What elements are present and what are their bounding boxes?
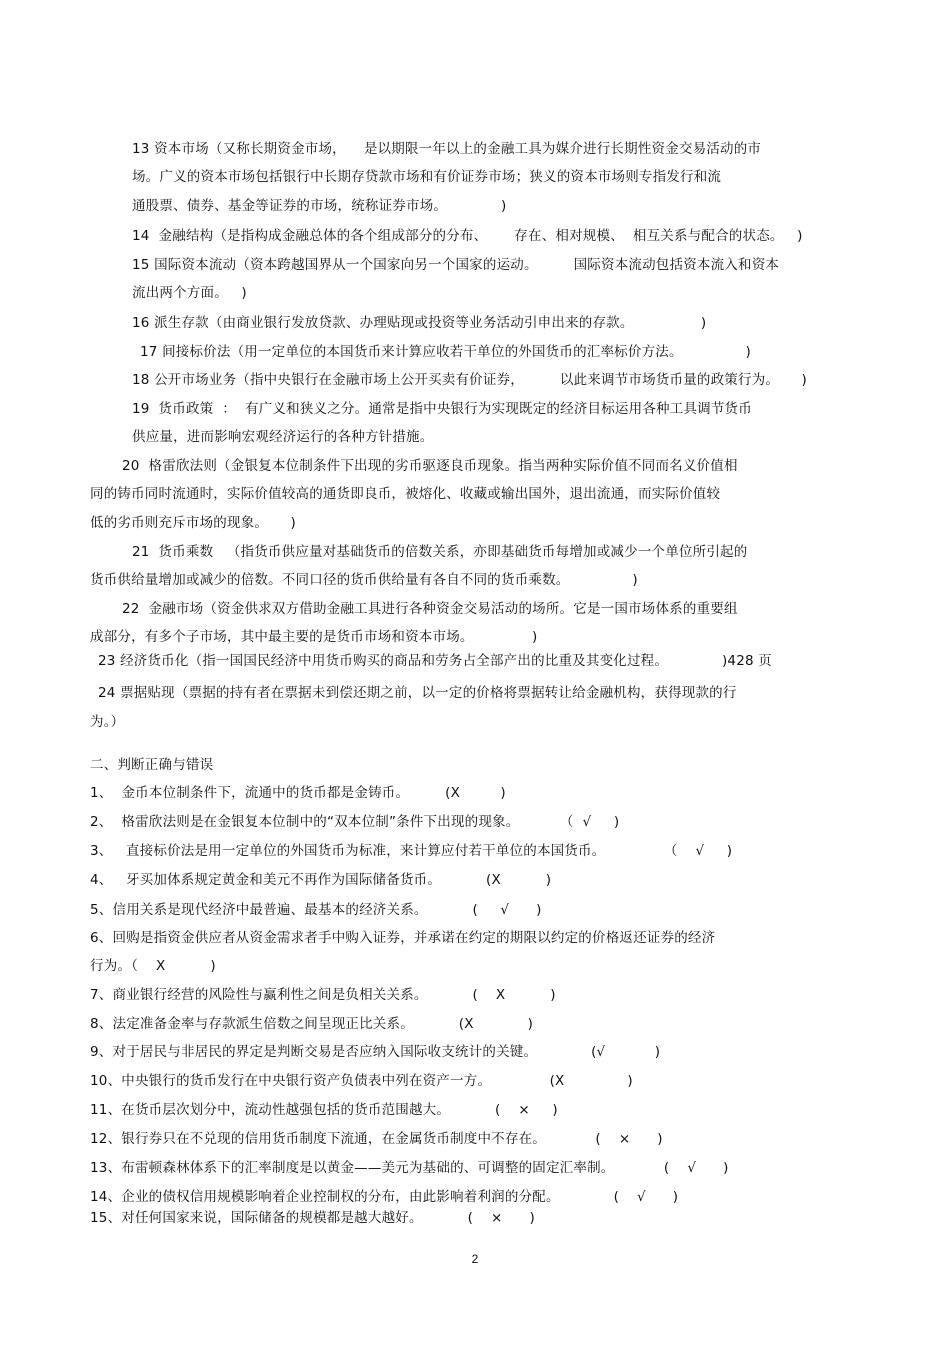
definition-13-line-3: 通股票、债券、基金等证券的市场，统称证券市场。 ) xyxy=(132,198,507,214)
definition-19-line-1: 19 货币政策 ： 有广义和狭义之分。通常是指中央银行为实现既定的经济目标运用各种工具调节货币 xyxy=(132,401,752,417)
definition-22-line-2: 成部分，有多个子市场，其中最主要的是货币市场和资本市场。 ) xyxy=(90,629,538,645)
definition-24-line-1: 24 票据贴现（票据的持有者在票据未到偿还期之前，以一定的价格将票据转让给金融机构，获得现款的行 xyxy=(98,685,737,701)
definition-23-line-1: 23 经济货币化（指一国国民经济中用货币购买的商品和劳务占全部产出的比重及其变化过程。 )428 页 xyxy=(98,653,772,669)
page-number: 2 xyxy=(471,1252,479,1266)
judgment-13: 13、布雷顿森林体系下的汇率制度是以黄金——美元为基础的、可调整的固定汇率制。 ( √ ) xyxy=(90,1160,729,1176)
judgment-10: 10、中央银行的货币发行在中央银行资产负债表中列在资产一方。 (X ) xyxy=(90,1073,633,1089)
judgment-2: 2、 格雷欣法则是在金银复本位制中的“双本位制”条件下出现的现象。 （ √ ) xyxy=(90,814,620,830)
definition-14-line-1: 14 金融结构（是指构成金融总体的各个组成部分的分布、 存在、相对规模、 相互关系与配合的状态。 ) xyxy=(132,228,803,244)
judgment-11: 11、在货币层次划分中，流动性越强包括的货币范围越大。 ( × ) xyxy=(90,1102,558,1118)
judgment-7: 7、商业银行经营的风险性与赢利性之间是负相关关系。 ( X ) xyxy=(90,987,556,1003)
definition-15-line-2: 流出两个方面。 ) xyxy=(132,285,247,301)
definition-24-line-2: 为。） xyxy=(90,714,125,730)
judgment-8: 8、法定准备金率与存款派生倍数之间呈现正比关系。 (X ) xyxy=(90,1016,534,1032)
judgment-3: 3、 直接标价法是用一定单位的外国货币为标准，来计算应付若干单位的本国货币。 （ √ ) xyxy=(90,843,733,859)
definition-15-line-1: 15 国际资本流动（资本跨越国界从一个国家向另一个国家的运动。 国际资本流动包括资本流入和资本 xyxy=(132,257,780,273)
judgment-6-line-2: 行为。（ X ) xyxy=(90,958,216,974)
section-title: 二、判断正确与错误 xyxy=(90,757,214,773)
definition-13-line-2: 场。广义的资本市场包括银行中长期存贷款市场和有价证券市场；狭义的资本市场则专指发行和流 xyxy=(132,169,722,185)
definition-20-line-2: 同的铸币同时流通时，实际价值较高的通货即良币，被熔化、收藏或输出国外，退出流通，而实际价值较 xyxy=(90,486,721,502)
judgment-14: 14、企业的债权信用规模影响着企业控制权的分布，由此影响着利润的分配。 ( √ ) xyxy=(90,1189,679,1205)
definition-22-line-1: 22 金融市场（资金供求双方借助金融工具进行各种资金交易活动的场所。它是一国市场体系的重要组 xyxy=(122,601,738,617)
definition-17-line-1: 17 间接标价法（用一定单位的本国货币来计算应收若干单位的外国货币的汇率标价方法。 ) xyxy=(140,344,752,360)
definition-19-line-2: 供应量，进而影响宏观经济运行的各种方针措施。 xyxy=(132,429,434,445)
definition-13-line-1: 13 资本市场（又称长期资金市场， 是以期限一年以上的金融工具为媒介进行长期性资金交易活动的市 xyxy=(132,141,762,157)
definition-20-line-1: 20 格雷欣法则（金银复本位制条件下出现的劣币驱逐良币现象。指当两种实际价值不同而名义价值相 xyxy=(122,458,738,474)
definition-21-line-2: 货币供给量增加或减少的倍数。不同口径的货币供给量有各自不同的货币乘数。 ) xyxy=(90,572,638,588)
definition-16-line-1: 16 派生存款（由商业银行发放贷款、办理贴现或投资等业务活动引申出来的存款。 ) xyxy=(132,315,707,331)
definition-20-line-3: 低的劣币则充斥市场的现象。 ) xyxy=(90,515,297,531)
judgment-1: 1、 金币本位制条件下，流通中的货币都是金铸币。 (X ) xyxy=(90,785,506,801)
judgment-9: 9、对于居民与非居民的界定是判断交易是否应纳入国际收支统计的关键。 (√ ) xyxy=(90,1044,661,1060)
judgment-5: 5、信用关系是现代经济中最普遍、最基本的经济关系。 ( √ ) xyxy=(90,902,542,918)
judgment-15: 15、对任何国家来说，国际储备的规模都是越大越好。 ( × ) xyxy=(90,1210,535,1226)
judgment-6-line-1: 6、回购是指资金供应者从资金需求者手中购入证券，并承诺在约定的期限以约定的价格返还证券的经济 xyxy=(90,930,716,946)
definition-21-line-1: 21 货币乘数 （指货币供应量对基础货币的倍数关系，亦即基础货币每增加或减少一个单位所引起的 xyxy=(132,544,748,560)
judgment-12: 12、银行券只在不兑现的信用货币制度下流通，在金属货币制度中不存在。 ( × ) xyxy=(90,1131,663,1147)
definition-18-line-1: 18 公开市场业务（指中央银行在金融市场上公开买卖有价证券， 以此来调节市场货币量的政策行为。 ) xyxy=(132,372,808,388)
judgment-4: 4、 牙买加体系规定黄金和美元不再作为国际储备货币。 (X ) xyxy=(90,872,552,888)
